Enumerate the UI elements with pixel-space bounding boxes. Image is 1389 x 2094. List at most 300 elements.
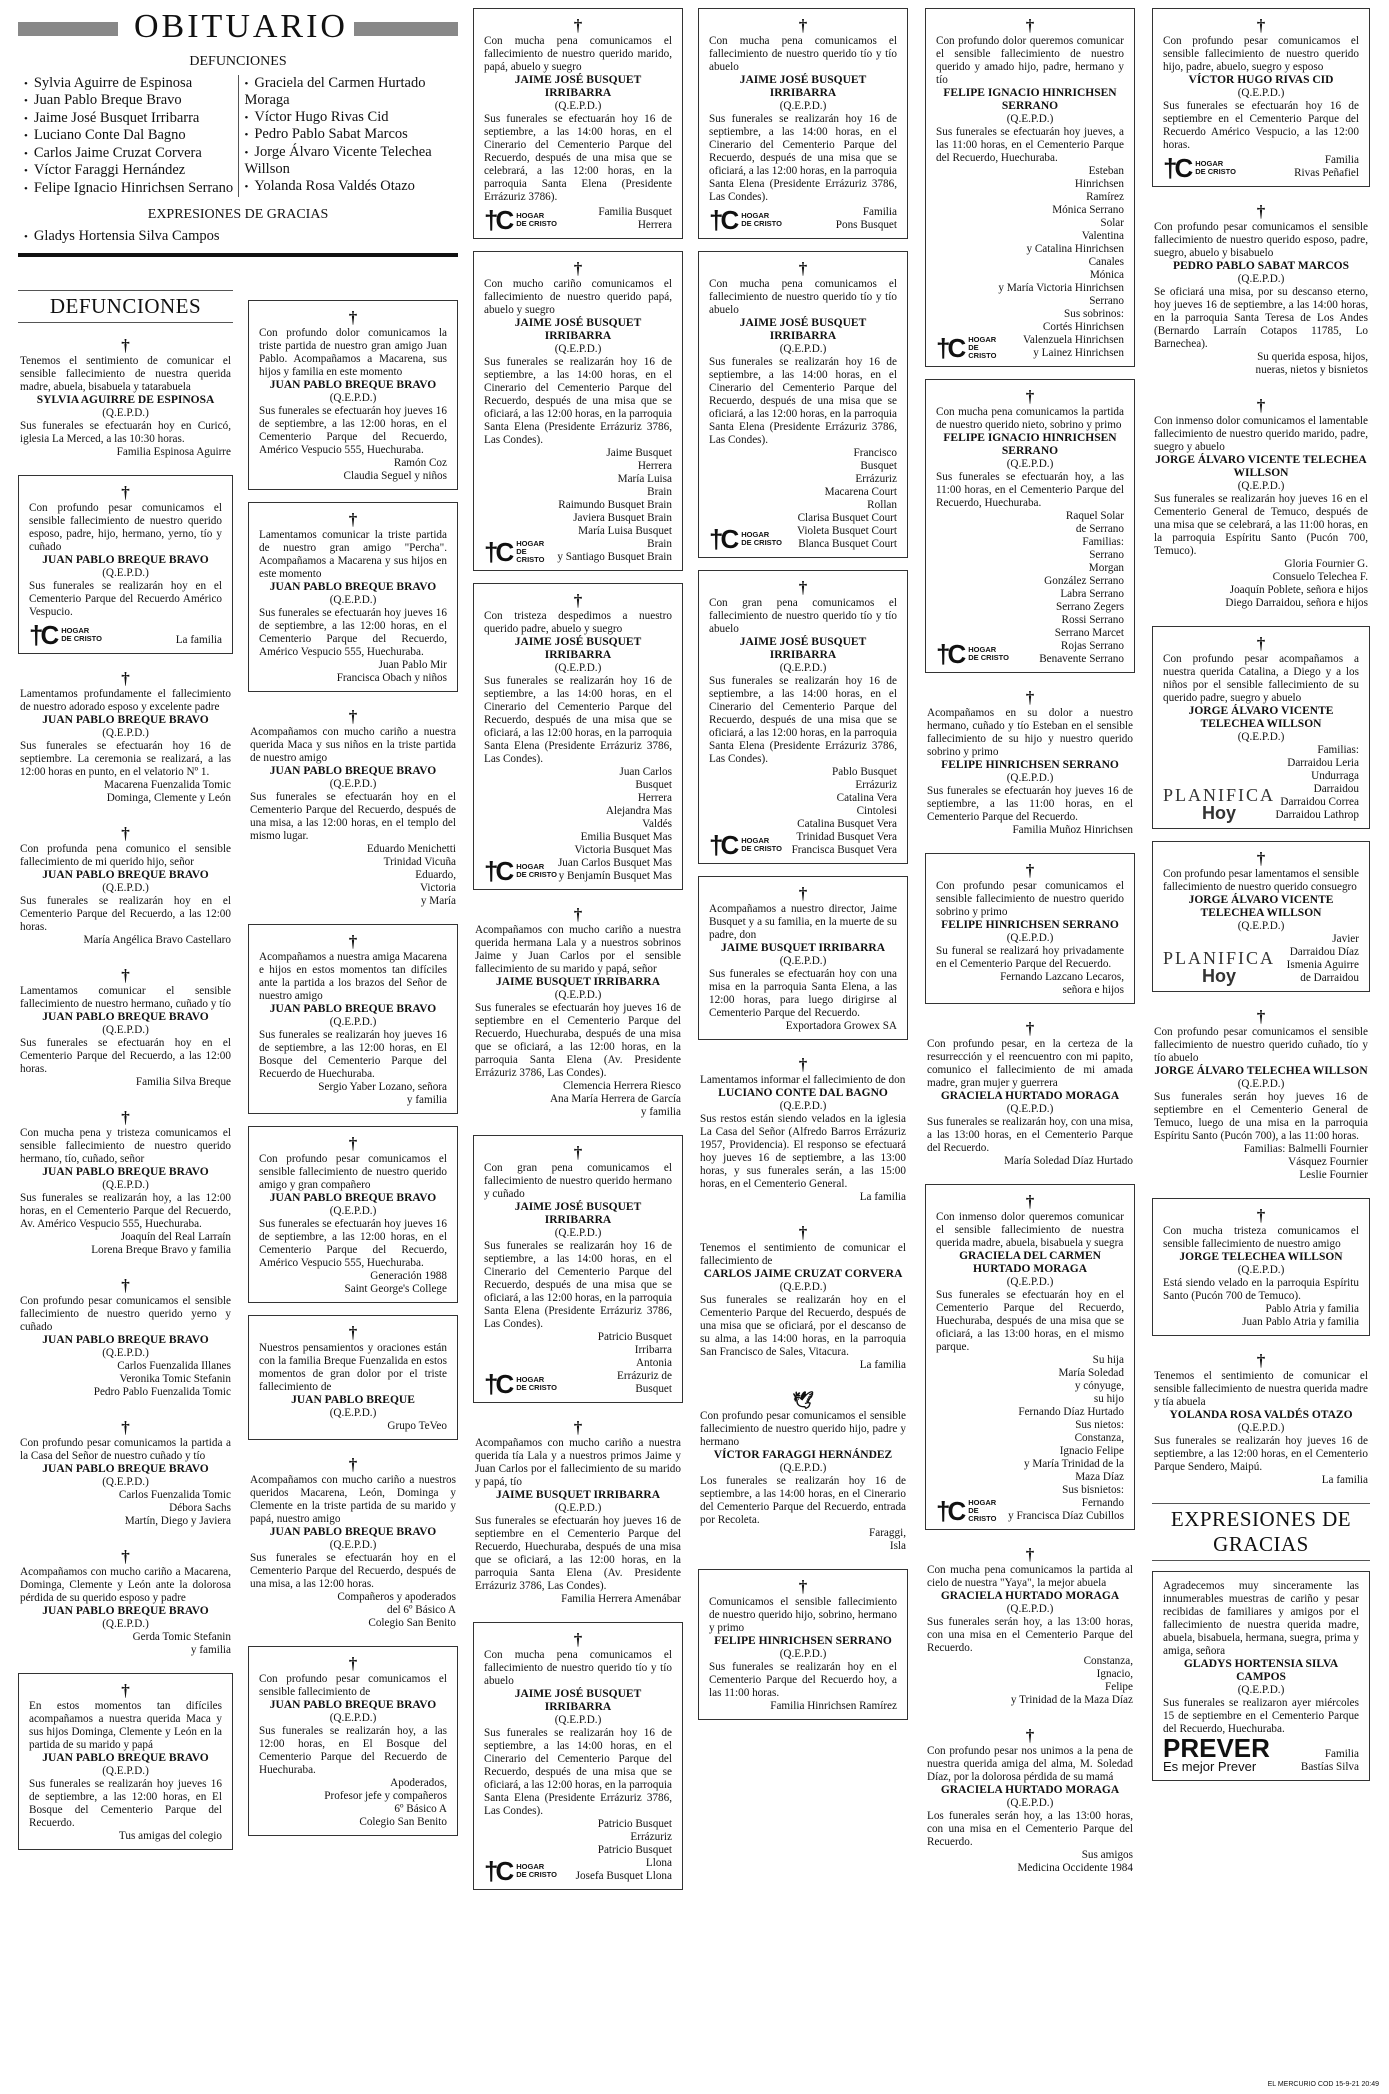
cross-icon: † (1025, 387, 1035, 406)
signature (860, 1191, 906, 1204)
notice-details: Sus funerales se realizaron ayer miércoles 15 de septiembre en el Cementerio Parque del Recuerdo, Huechuraba. (1163, 1697, 1359, 1735)
qepd-label: (Q.E.P.D.) (102, 1765, 149, 1777)
notice-details: Los funerales se realizarán hoy 16 de septiembre, a las 14:00 horas, en el Cinerario del Cementerio Parque del Recuerdo, entrada por Recoleta. (700, 1475, 906, 1526)
signature-line: y María Trinidad de la Maza Díaz (1023, 1458, 1124, 1483)
notice-body: Tenemos el sentimiento de comunicar el sensible fallecimiento de nuestra querida madre y tía abuela (1154, 1370, 1368, 1408)
signature (997, 1354, 1124, 1523)
signature (860, 1359, 906, 1372)
obituary-notice (248, 1646, 458, 1836)
signature-line: Trinidad Busquet Vera (796, 831, 897, 843)
notice-details: Sus funerales se efectuarán hoy jueves 16 de septiembre, a las 12:00 horas, en el Cementerio Parque del Recuerdo, Américo Vespucio 555, Huechuraba. (259, 405, 447, 456)
notice-details: Está siendo velado en la parroquia Espíritu Santo (Pucón 700 de Temuco). (1163, 1277, 1359, 1302)
signature-line: Catalina Vera (836, 792, 897, 804)
signature (1039, 510, 1124, 666)
obituary-notice (18, 963, 233, 1093)
signature-line: Consuelo Telechea F. (1272, 571, 1368, 583)
notice-footer (20, 1631, 231, 1657)
signature-line: Sus sobrinos: (1064, 308, 1124, 320)
notice-footer (259, 1081, 447, 1107)
cross-icon: † (1256, 1007, 1266, 1026)
signature (119, 1830, 222, 1843)
deceased-name: JUAN PABLO BREQUE BRAVO (269, 379, 437, 391)
index-defunciones-label: DEFUNCIONES (189, 54, 287, 69)
obituary-notice (248, 1126, 458, 1303)
obituary-notice (18, 666, 233, 809)
signature-line: Constanza, (1074, 1432, 1124, 1444)
qepd-label: (Q.E.P.D.) (1237, 273, 1285, 285)
deceased-name: GLADYS HORTENSIA SILVA CAMPOS (1183, 1658, 1339, 1683)
deceased-name: JUAN PABLO BREQUE BRAVO (269, 765, 437, 777)
index-entry: • Jaime José Busquet Irribarra (24, 110, 238, 128)
signature-line: Generación 1988 (370, 1270, 447, 1282)
logo-line-2: DE CRISTO (741, 538, 782, 547)
obituary-notice (473, 1622, 683, 1890)
signature (598, 1331, 672, 1396)
signature-line: Esteban (1088, 165, 1124, 177)
signature-line: Tus amigas del colegio (118, 1830, 222, 1842)
notice-details: Sus funerales se efectuarán hoy con una misa en la parroquia Santa Elena, a las 12:00 horas, para luego dirigirse al Cementerio Parque del Recuerdo. (709, 968, 897, 1019)
signature-line: y familia (190, 1644, 231, 1656)
qepd-label: (Q.E.P.D.) (554, 1714, 602, 1726)
signature-line: Blanca Busquet Court (798, 538, 897, 550)
notice-details: Los funerales serán hoy, a las 13:00 horas, con una misa en el Cementerio Parque del Recuerdo. (927, 1810, 1133, 1848)
signature-line: Serrano Marcet (1054, 627, 1124, 639)
notice-body: Con profundo pesar comunicamos el sensible fallecimiento de nuestro querido hijo, padre y hermano (700, 1410, 906, 1448)
notice-body: Con mucha pena comunicamos la partida al cielo de nuestra "Yaya", la mejor abuela (927, 1564, 1133, 1589)
logo-mark: †C (709, 830, 737, 860)
signature-line: Juan Pablo Mir (378, 659, 447, 671)
deceased-name: JUAN PABLO BREQUE BRAVO (42, 1011, 209, 1023)
cross-icon: † (348, 1134, 358, 1153)
notice-body: Con inmenso dolor queremos comunicar el sensible fallecimiento de nuestra querida madre, abuela, bisabuela y suegra (936, 1211, 1124, 1249)
cross-icon: † (798, 1055, 808, 1074)
deceased-name: JAIME JOSÉ BUSQUET IRRIBARRA (739, 317, 867, 342)
signature (1004, 1155, 1133, 1168)
qepd-label: (Q.E.P.D.) (1006, 113, 1054, 125)
signature-line: Rossi Serrano (1061, 614, 1124, 626)
obituary-notice (698, 1052, 908, 1208)
qepd-label: (Q.E.P.D.) (329, 594, 377, 606)
index-entry: • Yolanda Rosa Valdés Otazo (245, 178, 459, 196)
dove-icon: 🕊 (792, 1391, 814, 1410)
notice-details: Sus funerales se efectuarán hoy jueves 16 de septiembre, a las 11:00 horas, en el Cementerio Parque del Recuerdo. (927, 785, 1133, 823)
signature-line: del 6º Básico A (386, 1604, 456, 1616)
signature-line: Jaime Busquet (606, 447, 672, 459)
logo-text (741, 837, 782, 853)
signature (797, 447, 897, 551)
signature-line: Familia Silva Breque (135, 1076, 231, 1088)
index-entry: • Sylvia Aguirre de Espinosa (24, 75, 238, 93)
planifica-line-1: PLANIFICA (1163, 948, 1276, 968)
deceased-name: JAIME JOSÉ BUSQUET IRRIBARRA (739, 74, 867, 99)
notice-body: Con profundo pesar comunicamos la partida a la Casa del Señor de nuestro cuñado y tío (20, 1437, 231, 1462)
index-entry: • Graciela del Carmen Hurtado Moraga (245, 75, 459, 109)
signature (1244, 1143, 1368, 1182)
index-gracias (18, 228, 458, 246)
notice-footer (20, 934, 231, 947)
qepd-label: (Q.E.P.D.) (1237, 480, 1285, 492)
column-5 (925, 8, 1135, 1891)
signature-line: Valentina (1081, 230, 1124, 242)
signature-line: Pablo Atria y familia (1265, 1303, 1359, 1315)
logo-line-1: HOGAR (516, 862, 545, 871)
signature-line: Javier (1332, 933, 1359, 945)
notice-body: Con mucha pena comunicamos el fallecimiento de nuestro querido tío y tío abuelo (484, 1649, 672, 1687)
notice-body: Acompañamos a nuestro director, Jaime Busquet y a su familia, en la muerte de su padre, don (709, 903, 897, 941)
logo-mark: †C (484, 1369, 512, 1399)
logo-mark: †C (484, 1856, 512, 1886)
signature-line: Francisco (853, 447, 897, 459)
notice-brand (1163, 786, 1275, 822)
signature-line: señora e hijos (1062, 984, 1124, 996)
obituary-notice (248, 924, 458, 1114)
cross-icon: † (1025, 1019, 1035, 1038)
signature (387, 1420, 447, 1433)
notice-brand (709, 523, 782, 554)
signature-line: Constanza, (1083, 1655, 1133, 1667)
notice-body: Con tristeza despedimos a nuestro querido padre, abuelo y suegro (484, 610, 672, 635)
signature-line: Ignacio Felipe (1059, 1445, 1124, 1457)
qepd-label: (Q.E.P.D.) (329, 1407, 377, 1419)
notice-details: Sus funerales se efectuarán hoy jueves 16 de septiembre en el Cementerio Parque del Recuerdo, Huechuraba, después de una misa que se oficiará, a las 12:00 horas, en la parroquia Santa Elena (Av. Presidente Errázuriz 3786, Las Condes). (475, 1515, 681, 1592)
logo-line-2: DE CRISTO (968, 343, 997, 360)
signature-line: Serrano Zegers (1055, 601, 1124, 613)
deceased-name: LUCIANO CONTE DAL BAGNO (718, 1087, 888, 1099)
signature-line: Familias: (1317, 744, 1359, 756)
signature (1225, 558, 1368, 610)
obituary-notice (1152, 8, 1370, 187)
cross-icon: † (348, 932, 358, 951)
logo-text (741, 531, 782, 547)
notice-footer (484, 1331, 672, 1399)
logo-line-1: HOGAR (1195, 159, 1224, 168)
deceased-name: JAIME BUSQUET IRRIBARRA (495, 1489, 660, 1501)
signature-line: Javiera Busquet Brain (573, 512, 672, 524)
signature-line: Familia (1324, 1748, 1359, 1760)
notice-brand (1163, 949, 1275, 985)
cross-icon: † (573, 259, 583, 278)
notice-body: Con profundo pesar comunicamos el sensible fallecimiento de nuestro querido cuñado, tío y tío abuelo (1154, 1026, 1368, 1064)
notice-body: Acompañamos con mucho cariño a nuestra querida Maca y sus niños en la triste partida de nuestro amigo (250, 726, 456, 764)
deceased-name: JUAN PABLO BREQUE (291, 1394, 415, 1406)
notice-brand (484, 1855, 557, 1886)
index-entry: • Juan Pablo Breque Bravo (24, 92, 238, 110)
notice-body: Con profundo pesar comunicamos el sensible fallecimiento de nuestro querido hijo, padre, abuelo, suegro y esposo (1163, 35, 1359, 73)
hogar-de-cristo-logo (936, 639, 1009, 669)
qepd-label: (Q.E.P.D.) (1006, 1103, 1054, 1115)
notice-details: Sus funerales se efectuarán hoy jueves, a las 11:00 horas, en el Cementerio Parque del Recuerdo, Huechuraba. (936, 126, 1124, 164)
signature-line: Juan Carlos Busquet Mas (557, 857, 672, 869)
notice-details: Sus funerales se efectuarán hoy en el Cementerio Parque del Recuerdo, a las 12:00 horas. (20, 1037, 231, 1075)
obituary-notice (925, 1723, 1135, 1879)
logo-line-1: HOGAR (968, 335, 997, 344)
qepd-label: (Q.E.P.D.) (1006, 932, 1054, 944)
logo-mark: †C (936, 333, 964, 363)
qepd-label: (Q.E.P.D.) (102, 1476, 149, 1488)
index-list-left (18, 75, 238, 198)
hogar-de-cristo-logo (709, 524, 782, 554)
page-title: OBITUARIO (128, 8, 354, 46)
signature-line: Patricio Busquet (597, 1844, 672, 1856)
obituary-notice (925, 1016, 1135, 1172)
notice-body: Con inmenso dolor comunicamos el lamentable fallecimiento de nuestro querido marido, padre, suegro y abuelo (1154, 415, 1368, 453)
obituary-notice (248, 704, 458, 912)
signature-line: Su hija (1092, 1354, 1124, 1366)
signature-line: Diego Darraidou, señora e hijos (1225, 597, 1368, 609)
logo-text (516, 863, 557, 879)
index-entry: • Carlos Jaime Cruzat Corvera (24, 145, 238, 163)
signature-line: Fernando Lazcano Lecaros, (1000, 971, 1124, 983)
logo-line-2: DE CRISTO (516, 547, 545, 564)
signature-line: Darraidou (1313, 783, 1359, 795)
logo-text (516, 540, 554, 564)
column-2 (248, 300, 458, 1848)
notice-footer (1154, 1474, 1368, 1487)
section-gracias: EXPRESIONES DE GRACIAS (1152, 1503, 1370, 1561)
column-4 (698, 8, 908, 1732)
signature (367, 843, 456, 908)
signature-line: Isla (889, 1540, 906, 1552)
notice-footer (250, 843, 456, 908)
notice-details: Sus funerales serán hoy, a las 13:00 horas, con una misa en el Cementerio Parque del Recuerdo. (927, 1616, 1133, 1654)
hogar-de-cristo-logo (1163, 153, 1236, 183)
notice-details: Sus funerales se realizarán hoy 16 de septiembre, a las 14:00 horas, en el Cinerario del Cementerio Parque del Recuerdo, después de una misa que se oficiará, a las 12:00 horas, en la parroquia Santa Elena (Presidente Errázuriz 3786, Las Condes). (484, 675, 672, 765)
qepd-label: (Q.E.P.D.) (329, 1539, 377, 1551)
signature-line: Francisca Obach y niños (336, 672, 447, 684)
notice-body: Con gran pena comunicamos el fallecimiento de nuestro querido tío y tío abuelo (709, 597, 897, 635)
signature-line: Ramón Coz (393, 457, 447, 469)
qepd-label: (Q.E.P.D.) (1237, 1684, 1285, 1696)
hogar-de-cristo-logo (29, 620, 102, 650)
signature-line: Benavente Serrano (1039, 653, 1124, 665)
qepd-label: (Q.E.P.D.) (329, 1016, 377, 1028)
signature-line: Familia Espinosa Aguirre (116, 446, 231, 458)
logo-mark: †C (484, 856, 512, 886)
signature (1242, 1303, 1359, 1329)
signature-line: Busquet (860, 460, 897, 472)
notice-footer (484, 447, 672, 567)
notice-body: Con mucho cariño comunicamos el fallecimiento de nuestro querido papá, abuelo y suegro (484, 278, 672, 316)
logo-text (968, 646, 1009, 662)
signature-line: Familia (1324, 154, 1359, 166)
deceased-name: VÍCTOR HUGO RIVAS CID (1188, 74, 1334, 86)
signature-line: su hijo (1093, 1393, 1124, 1405)
deceased-name: JAIME JOSÉ BUSQUET IRRIBARRA (514, 1688, 642, 1713)
notice-details: Sus funerales se efectuarán hoy en el Cementerio Parque del Recuerdo, después de una misa, a las 12:00 horas, en el templo del mismo lugar. (250, 791, 456, 842)
signature-line: Sus bisnietos: (1062, 1484, 1124, 1496)
qepd-label: (Q.E.P.D.) (779, 1100, 827, 1112)
notice-footer (29, 619, 222, 650)
notice-footer (1163, 152, 1359, 183)
notice-details: Sus funerales se realizarán hoy en el Cementerio Parque del Recuerdo Américo Vespucio. (29, 580, 222, 618)
qepd-label: (Q.E.P.D.) (1237, 87, 1285, 99)
signature-line: La familia (175, 634, 222, 646)
notice-body: Tenemos el sentimiento de comunicar el sensible fallecimiento de nuestra querida madre, abuela, bisabuela y tatarabuela (20, 355, 231, 393)
notice-footer (20, 1231, 231, 1257)
deceased-name: PEDRO PABLO SABAT MARCOS (1172, 260, 1350, 272)
deceased-name: JUAN PABLO BREQUE BRAVO (42, 1463, 209, 1475)
cross-icon: † (798, 259, 808, 278)
deceased-name: JAIME JOSÉ BUSQUET IRRIBARRA (514, 74, 642, 99)
signature-line: Errázuriz de (617, 1370, 672, 1382)
notice-details: Sus funerales se efectuarán hoy jueves 16 de septiembre, a las 12:00 horas, en el Cementerio Parque del Recuerdo, Américo Vespucio 555, Huechuraba. (259, 1218, 447, 1269)
qepd-label: (Q.E.P.D.) (102, 1179, 149, 1191)
qepd-label: (Q.E.P.D.) (779, 1462, 827, 1474)
signature-line: Dominga, Clemente y León (106, 792, 231, 804)
qepd-label: (Q.E.P.D.) (102, 1024, 149, 1036)
notice-details: Sus funerales se efectuarán hoy jueves 16 de septiembre, a las 12:00 horas, en el Cementerio Parque del Recuerdo, Américo Vespucio 555, Huechuraba. (259, 607, 447, 658)
signature-line: Fernando (1081, 1497, 1124, 1509)
cross-icon: † (121, 669, 130, 688)
index-entry: • Luciano Conte Dal Bagno (24, 127, 238, 145)
prever-tagline: Es mejor Prever (1163, 1759, 1257, 1774)
signature-line: Darraidou Leria (1287, 757, 1359, 769)
column-3 (473, 8, 683, 1902)
notice-details: Sus funerales se efectuarán hoy jueves 16 de septiembre en el Cementerio Parque del Recuerdo, Huechuraba, después de una misa que se oficiará, a las 12:00 horas, en la parroquia Santa Elena (Av. Presidente Errázuriz 3786, Las Condes). (475, 1002, 681, 1079)
logo-text (741, 212, 782, 228)
signature-line: Herrera (637, 460, 672, 472)
obituary-notice (18, 821, 233, 951)
notice-body: Acompañamos con mucho cariño a nuestra querida hermana Lala y a nuestros sobrinos Jaime y Juan Carlos por el sensible fallecimiento de su marido y papá, señor (475, 924, 681, 975)
notice-body: Comunicamos el sensible fallecimiento de nuestro querido hijo, sobrino, hermano y primo (709, 1596, 897, 1634)
signature-line: Errázuriz (855, 779, 897, 791)
index (18, 54, 458, 245)
signature (869, 1527, 906, 1553)
obituary-notice (18, 475, 233, 654)
notice-footer (936, 510, 1124, 669)
qepd-label: (Q.E.P.D.) (329, 778, 377, 790)
signature-line: Colegio San Benito (359, 1816, 447, 1828)
notice-brand (484, 536, 555, 567)
signature-line: Familia Muñoz Hinrichsen (1012, 824, 1133, 836)
notice-details: Sus funerales serán hoy jueves 16 de septiembre en el Cementerio General de Temuco, luego de una misa en la parroquia Espíritu Santo (Pucón 700), a las 11:00 horas. (1154, 1091, 1368, 1142)
logo-line-1: HOGAR (516, 1862, 545, 1871)
index-entry: • Víctor Faraggi Hernández (24, 162, 238, 180)
logo-text (516, 1376, 557, 1392)
signature-line: Profesor jefe y compañeros (324, 1790, 447, 1802)
signature-line: Fernando Díaz Hurtado (1018, 1406, 1124, 1418)
obituary-notice (698, 8, 908, 239)
deceased-name: JUAN PABLO BREQUE BRAVO (42, 1752, 209, 1764)
signature-line: Raimundo Busquet Brain (558, 499, 672, 511)
notice-body: Nuestros pensamientos y oraciones están con la familia Breque Fuenzalida en estos momentos de gran dolor por el triste fallecimiento de (259, 1342, 447, 1393)
signature (598, 206, 672, 232)
deceased-name: JAIME JOSÉ BUSQUET IRRIBARRA (514, 317, 642, 342)
notice-footer (1163, 744, 1359, 822)
signature-line: Leslie Fournier (1299, 1169, 1368, 1181)
signature-line: Victoria Busquet Mas (574, 844, 672, 856)
signature-line: y Santiago Busquet Brain (557, 551, 672, 563)
cross-icon: † (1025, 1545, 1035, 1564)
signature (176, 634, 222, 647)
index-list-gracias (18, 228, 458, 246)
qepd-label: (Q.E.P.D.) (329, 1205, 377, 1217)
notice-footer (700, 1359, 906, 1372)
cross-icon: † (573, 1143, 583, 1162)
deceased-name: FELIPE HINRICHSEN SERRANO (714, 1635, 892, 1647)
header-rule (18, 253, 458, 257)
obituary-notice (1152, 393, 1370, 614)
signature-line: Clarisa Busquet Court (797, 512, 897, 524)
obituary-notice (18, 333, 233, 463)
deceased-name: JUAN PABLO BREQUE BRAVO (42, 1605, 209, 1617)
obituary-notice (925, 8, 1135, 367)
signature (561, 1593, 681, 1606)
obituary-notice (1152, 626, 1370, 829)
notice-details: Sus funerales se realizarán hoy en el Cementerio Parque del Recuerdo, a las 12:00 horas. (20, 895, 231, 933)
cross-icon: † (798, 1577, 808, 1596)
obituary-notice (1152, 1348, 1370, 1491)
logo-mark: †C (709, 524, 737, 554)
logo-text (968, 336, 996, 360)
signature-line: Saint George's College (344, 1283, 447, 1295)
logo-line-2: DE CRISTO (516, 870, 557, 879)
cross-icon: † (1256, 396, 1266, 415)
signature (136, 1076, 231, 1089)
signature (786, 1020, 897, 1033)
qepd-label: (Q.E.P.D.) (779, 343, 827, 355)
notice-body: Con profundo pesar comunicamos el sensible fallecimiento de nuestro querido sobrino y primo (936, 880, 1124, 918)
notice-footer (259, 457, 447, 483)
cross-icon: † (573, 905, 583, 924)
qepd-label: (Q.E.P.D.) (1237, 920, 1285, 932)
obituary-notice (248, 300, 458, 490)
signature (117, 446, 231, 459)
notice-brand (709, 204, 782, 235)
signature-line: Compañeros y apoderados (337, 1591, 456, 1603)
signature-line: y Trinidad de la Maza Díaz (1010, 1694, 1133, 1706)
notice-body: Con profundo pesar acompañamos a nuestra querida Catalina, a Diego y a los niños por el sensible fallecimiento de su querido padre, suegro y abuelo (1163, 653, 1359, 704)
notice-body: Agradecemos muy sinceramente las innumerables muestras de cariño y pesar recibidas de familiares y amigos por el fallecimiento de nuestra querida madre, abuela, bisabuela, hermana, suegra, prima y amiga, señora (1163, 1580, 1360, 1657)
cross-icon: † (573, 1418, 583, 1437)
deceased-name: JORGE ÁLVARO VICENTE TELECHEA WILLSON (1188, 705, 1334, 730)
planifica-line-2: Hoy (1202, 803, 1237, 823)
signature-line: Colegio San Benito (368, 1617, 456, 1629)
cross-icon: † (348, 1323, 358, 1342)
qepd-label: (Q.E.P.D.) (1237, 1078, 1285, 1090)
obituary-notice (925, 1184, 1135, 1530)
signature-line: Macarena Court (824, 486, 897, 498)
signature-line: Joaquín del Real Larraín (120, 1231, 231, 1243)
signature (836, 206, 897, 232)
signature-line: y María Victoria Hinrichsen Serrano (998, 282, 1124, 307)
signature-line: María Luisa Busquet Brain (578, 525, 672, 550)
signature (770, 1700, 897, 1713)
notice-details: Sus funerales se efectuarán hoy, a las 11:00 horas, en el Cementerio Parque del Recuerdo, Huechuraba. (936, 471, 1124, 509)
notice-footer (475, 1593, 681, 1606)
deceased-name: JORGE TELECHEA WILLSON (1179, 1251, 1343, 1263)
signature (1017, 1849, 1133, 1875)
cross-icon: † (798, 578, 808, 597)
notice-footer (475, 1080, 681, 1119)
obituary-notice (925, 1542, 1135, 1711)
notice-brand (936, 638, 1009, 669)
notice-brand (1163, 152, 1236, 183)
signature (1301, 1748, 1359, 1774)
qepd-label: (Q.E.P.D.) (554, 989, 602, 1001)
cross-icon: † (348, 1455, 358, 1474)
qepd-label: (Q.E.P.D.) (329, 1712, 377, 1724)
deceased-name: GRACIELA HURTADO MORAGA (940, 1784, 1120, 1796)
signature (792, 766, 897, 857)
obituary-notice (1152, 199, 1370, 381)
logo-line-2: DE CRISTO (968, 653, 1009, 662)
cross-icon: † (1256, 202, 1266, 221)
deceased-name: JUAN PABLO BREQUE BRAVO (269, 581, 437, 593)
qepd-label: (Q.E.P.D.) (1237, 1264, 1285, 1276)
deceased-name: JORGE ÁLVARO TELECHEA WILLSON (1154, 1065, 1368, 1077)
signature-line: Irribarra (634, 1344, 672, 1356)
